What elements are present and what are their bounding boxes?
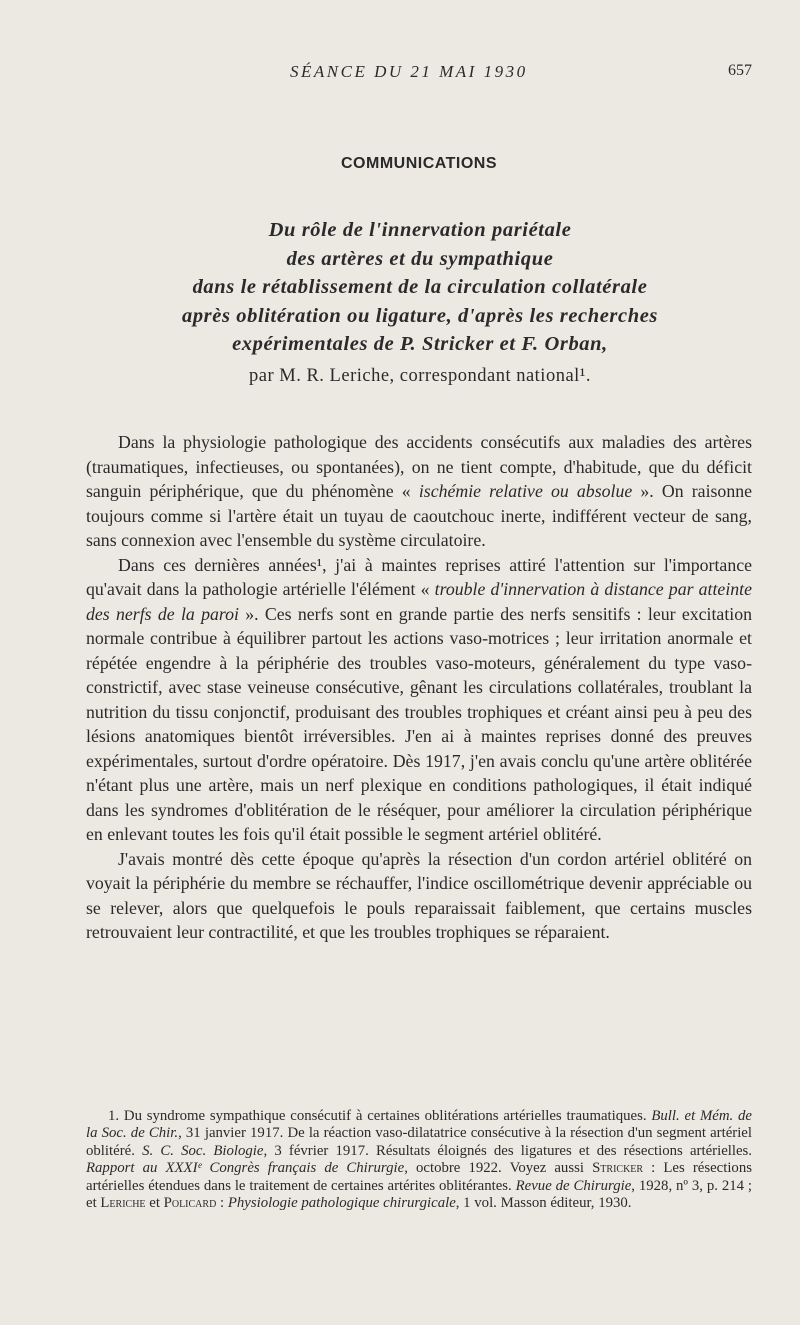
paragraph-text: Dans la physiologie pathologique des accidents consécutifs aux maladies des artères (traumatiques, infectieuses, ou spontanées), on ne tient compte, d'habitude, que du déficit sanguin périphérique, que du phénomène « [86,432,752,501]
footnote-part: , 1928, nº 3, p. 214 ; et [86,1177,752,1212]
footnote-part: : [216,1195,228,1212]
emphasis-text: trouble d'innervation à distance par atteinte des nerfs de la paroi [86,579,752,624]
section-heading: COMMUNICATIONS [340,155,498,172]
paragraph-text: ». Ces nerfs sont en grande partie des nerfs sensitifs : leur excitation normale contribue à équilibrer partout les actions vaso-motrices ; leur irritation anormale et répétée engendre à la périphérie des troubles vaso-moteurs, généralement du type vaso-constrictif, avec stase veineuse consécutive, gênant les circulations collatérales, troublant la nutrition du tissu conjonctif, produisant des troubles trophiques et créant ainsi peu à peu des lésions anatomiques bientôt irréversibles. J'en ai à maintes reprises donné des preuves expérimentales, surtout d'ordre opératoire. Dès 1917, j'en avais conclu qu'une artère oblitérée n'étant plus une artère, mais un nerf plexique en conditions pathologiques, il était indiqué dans les syndromes d'oblitération de le réséquer, pour améliorer la circulation périphérique en enlevant toutes les fois qu'il était possible le segment artériel oblitéré. [86,603,752,844]
author-name: Stricker [592,1160,644,1177]
citation-title: S. C. Soc. Biologie [142,1142,264,1159]
footnote-part: , 1 vol. Masson éditeur, 1930. [455,1195,632,1212]
paragraph [86,430,752,553]
title-line: dans le rétablissement de la circulation collatérale [192,276,648,298]
author-byline: par M. R. Leriche, correspondant national¹. [249,366,591,386]
author-name: Leriche [100,1195,146,1212]
footnote-part: et [145,1195,164,1212]
footnote [86,1108,752,1212]
citation-title: Revue de Chirurgie [515,1177,632,1194]
title-line: Du rôle de l'innervation pariétale [268,219,572,241]
footnote-part: , octobre 1922. Voyez aussi [404,1160,593,1177]
citation-title: Rapport au XXXIᵉ Congrès français de Chirurgie [86,1160,405,1177]
paragraph-text: Dans ces dernières années¹, j'ai à maintes reprises attiré l'attention sur l'importance qu'avait dans la pathologie artérielle l'élément « [86,554,752,599]
page-number: 657 [728,62,752,79]
title-line: des artères et du sympathique [286,247,554,270]
paragraph: J'avais montré dès cette époque qu'après la résection d'un cordon artériel oblitéré on voyait la périphérie du membre se réchauffer, l'indice oscillométrique devenir appréciable ou se relever, alors que quelquefois le pouls reparaissait faiblement, que certains muscles retrouvaient leur contractilité, et que les troubles trophiques se réparaient. [86,848,752,942]
emphasis-text: ischémie relative ou absolue [418,481,633,501]
paragraph [86,553,752,847]
citation-title: Physiologie pathologique chirurgicale [227,1195,456,1212]
footnote-part: : Les résections artérielles étendues dans le traitement de certaines artérites oblitérantes. [86,1160,752,1194]
footnote-part: , 31 janvier 1917. De la réaction vaso-dilatatrice consécutive à la résection d'un segment artériel oblitéré. [86,1125,752,1159]
running-head: SÉANCE DU 21 MAI 1930 [290,62,528,81]
title-line: après oblitération ou ligature, d'après les recherches [181,304,658,327]
footnote-part: , 3 février 1917. Résultats éloignés des ligatures et des résections artérielles. [263,1142,753,1159]
citation-title: Bull. et Mém. de la Soc. de Chir. [86,1108,752,1142]
paragraph-text: ». On raisonne toujours comme si l'artère était un tuyau de caoutchouc inerte, indifférent vecteur de sang, sans connexion avec l'ensemble du système circulatoire. [86,481,752,550]
article-body [86,430,752,945]
footnote-part: 1. Du syndrome sympathique consécutif à certaines oblitérations artérielles traumatiques. [108,1108,652,1124]
title-line: expérimentales de P. Stricker et F. Orban, [232,333,608,355]
article-title [100,216,740,359]
author-name: Policard [163,1195,217,1212]
footnote-text [86,1108,752,1212]
